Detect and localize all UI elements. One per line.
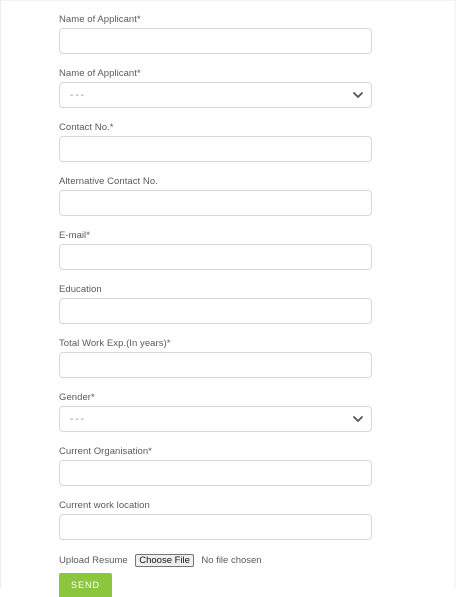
chevron-down-icon: [352, 89, 364, 101]
education-input[interactable]: [59, 298, 372, 324]
field-label: Current work location: [59, 500, 150, 511]
total-work-exp-input[interactable]: [59, 352, 372, 378]
select-value: ---: [70, 90, 86, 101]
field-email: [59, 230, 372, 242]
email-input[interactable]: [59, 244, 372, 270]
field-label: Education: [59, 284, 102, 295]
contact-no-input[interactable]: [59, 136, 372, 162]
field-label: Name of Applicant*: [59, 68, 141, 79]
resume-upload: [59, 552, 262, 566]
top-divider: [0, 0, 456, 1]
gender-select[interactable]: [59, 406, 372, 432]
upload-resume-label: Upload Resume: [59, 554, 128, 566]
field-label: Total Work Exp.(In years)*: [59, 338, 171, 349]
alternative-contact-no-input[interactable]: [59, 190, 372, 216]
left-divider: [0, 0, 1, 588]
applicant-name-select[interactable]: [59, 82, 372, 108]
field-applicant-name: [59, 14, 372, 26]
field-applicant-name-select: [59, 68, 372, 101]
field-education: [59, 284, 372, 296]
file-status-text: No file chosen: [201, 555, 262, 567]
field-label: Alternative Contact No.: [59, 176, 158, 187]
field-gender: [59, 392, 372, 425]
field-total-work-exp: [59, 338, 372, 350]
send-button[interactable]: SEND: [59, 573, 112, 597]
field-label: Name of Applicant*: [59, 14, 141, 25]
field-label: Gender*: [59, 392, 95, 403]
field-current-work-location: [59, 500, 372, 512]
field-label: E-mail*: [59, 230, 90, 241]
field-contact-no: [59, 122, 372, 134]
current-organisation-input[interactable]: [59, 460, 372, 486]
choose-file-button[interactable]: Choose File: [135, 554, 194, 567]
select-value: ---: [70, 414, 86, 425]
field-label: Current Organisation*: [59, 446, 152, 457]
chevron-down-icon: [352, 413, 364, 425]
field-current-organisation: [59, 446, 372, 458]
current-work-location-input[interactable]: [59, 514, 372, 540]
field-alternative-contact-no: [59, 176, 372, 188]
applicant-name-input[interactable]: [59, 28, 372, 54]
field-label: Contact No.*: [59, 122, 114, 133]
